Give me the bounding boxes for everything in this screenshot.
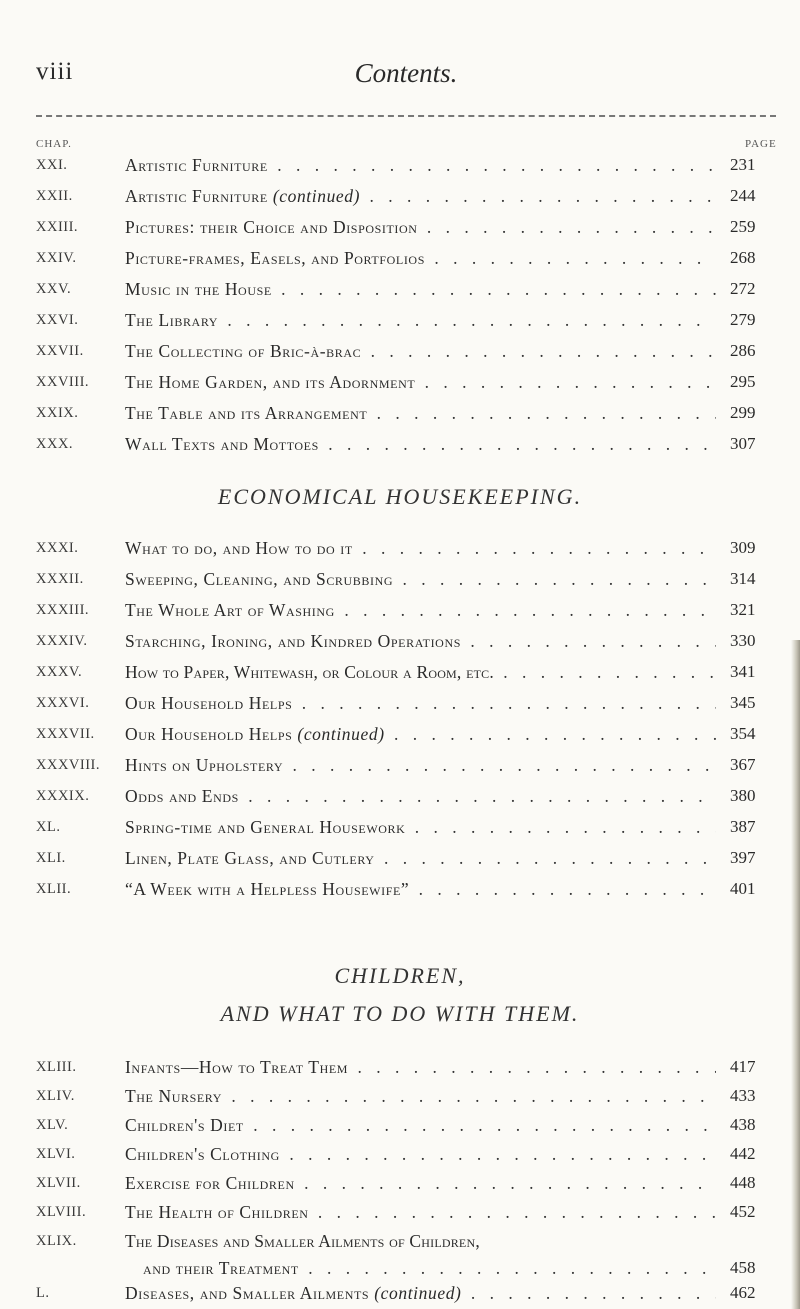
- chapter-title: Our Household Helps (continued) . . .: [125, 721, 716, 747]
- chapter-number: XLVII.: [36, 1175, 81, 1191]
- chapter-number: XXIV.: [36, 250, 77, 266]
- toc-entry: [36, 307, 776, 333]
- toc-entry: [36, 1141, 776, 1167]
- chapter-title: “A Week with a Helpless Housewife” . . .: [125, 876, 716, 902]
- chapter-number: XXXVII.: [36, 726, 95, 742]
- chapter-title: What to do, and How to do it . . .: [125, 535, 716, 561]
- chapter-number: XXXIX.: [36, 788, 90, 804]
- chapter-number: XXXV.: [36, 664, 83, 680]
- chapter-title: The Nursery . . .: [125, 1083, 716, 1109]
- toc-entry: [36, 245, 776, 271]
- toc-entry: [36, 1083, 776, 1109]
- folio-number: viii: [36, 58, 74, 85]
- page-number: 367: [730, 755, 756, 774]
- chapter-title: Our Household Helps . . .: [125, 690, 716, 716]
- page-number: 309: [730, 538, 756, 557]
- page-header: [36, 58, 776, 108]
- chapter-title: Linen, Plate Glass, and Cutlery . . .: [125, 845, 716, 871]
- toc-entry: [36, 628, 776, 654]
- toc-entry: [36, 1170, 776, 1196]
- toc-entry: [36, 400, 776, 426]
- chapter-title: Odds and Ends . . .: [125, 783, 716, 809]
- chapter-number: XXXI.: [36, 540, 79, 556]
- header-rule: [36, 115, 776, 117]
- toc-entry-continuation: [36, 1255, 776, 1281]
- page-number: 268: [730, 248, 756, 267]
- page-number: 341: [730, 662, 756, 681]
- chapter-title: Artistic Furniture . . .: [125, 152, 716, 178]
- chapter-number: XXXII.: [36, 571, 84, 587]
- section-subheading: AND WHAT TO DO WITH THEM.: [220, 1001, 580, 1026]
- chapter-number: XXIX.: [36, 405, 79, 421]
- page-edge-shadow: [791, 640, 800, 1309]
- toc-entry: [36, 845, 776, 871]
- toc-entry: [36, 183, 776, 209]
- page-number: 387: [730, 817, 756, 836]
- toc-entry: [36, 876, 776, 902]
- chapter-title: The Home Garden, and its Adornment . . .: [125, 369, 716, 395]
- chapter-number: XXI.: [36, 157, 68, 173]
- chapter-title: The Health of Children . . .: [125, 1199, 716, 1225]
- chapter-number: XXXIII.: [36, 602, 90, 618]
- running-title: Contents.: [354, 58, 458, 88]
- chapter-title: Spring-time and General Housework . . .: [125, 814, 716, 840]
- chapter-number: XXVIII.: [36, 374, 90, 390]
- page-number: 417: [730, 1057, 756, 1076]
- page-number: 380: [730, 786, 756, 805]
- page-number: 401: [730, 879, 756, 898]
- page-number: 442: [730, 1144, 756, 1163]
- chapter-title: The Library . . .: [125, 307, 716, 333]
- toc-entry: [36, 1199, 776, 1225]
- chapter-number: XXX.: [36, 436, 74, 452]
- toc-entry: [36, 431, 776, 457]
- chapter-title: Children's Clothing . . .: [125, 1141, 716, 1167]
- chapter-title: Diseases, and Smaller Ailments (continued) . . .: [125, 1280, 716, 1306]
- page-number: 330: [730, 631, 756, 650]
- page-number: 354: [730, 724, 756, 743]
- page-number: 259: [730, 217, 756, 236]
- toc-entry: [36, 1228, 776, 1254]
- toc-entry: [36, 276, 776, 302]
- chapter-title: Exercise for Children . . .: [125, 1170, 716, 1196]
- page-number: 314: [730, 569, 756, 588]
- page-number: 462: [730, 1283, 756, 1302]
- chapter-number: L.: [36, 1285, 50, 1301]
- toc-entry: [36, 597, 776, 623]
- chapter-number: XLVIII.: [36, 1204, 87, 1220]
- page-number: 321: [730, 600, 756, 619]
- toc-entry: [36, 535, 776, 561]
- toc-entry: [36, 659, 776, 685]
- toc-entry: [36, 369, 776, 395]
- chapter-number: XLIX.: [36, 1233, 77, 1249]
- chapter-number: XXXVI.: [36, 695, 90, 711]
- continued-note: (continued): [297, 724, 385, 744]
- chapter-number: XLI.: [36, 850, 66, 866]
- toc-entry: [36, 1112, 776, 1138]
- page-number: 452: [730, 1202, 756, 1221]
- continued-note: (continued): [272, 186, 361, 206]
- page-number: 433: [730, 1086, 756, 1105]
- toc-entry: [36, 721, 776, 747]
- chapter-number: XLIII.: [36, 1059, 77, 1075]
- chapter-title: Wall Texts and Mottoes . . .: [125, 431, 716, 457]
- page-number: 295: [730, 372, 756, 391]
- chapter-number: XLIV.: [36, 1088, 75, 1104]
- chapter-number: XXXVIII.: [36, 757, 100, 773]
- chapter-title: How to Paper, Whitewash, or Colour a Room, etc. . . .: [125, 659, 716, 685]
- section-heading: CHILDREN,: [334, 963, 466, 988]
- chapter-number: XXII.: [36, 188, 73, 204]
- page-number: 231: [730, 155, 756, 174]
- page-number: 438: [730, 1115, 756, 1134]
- chapter-title: Starching, Ironing, and Kindred Operations . . .: [125, 628, 716, 654]
- page-number: 299: [730, 403, 756, 422]
- continued-note: (continued): [374, 1283, 462, 1303]
- chapter-title: Sweeping, Cleaning, and Scrubbing . . .: [125, 566, 716, 592]
- chapter-title: The Collecting of Bric-à-brac . . .: [125, 338, 716, 364]
- chapter-title: Picture-frames, Easels, and Portfolios . . .: [125, 245, 716, 271]
- chap-column-label: CHAP.: [36, 138, 72, 150]
- chapter-number: XXVII.: [36, 343, 84, 359]
- toc-entry: [36, 214, 776, 240]
- chapter-number: XL.: [36, 819, 61, 835]
- chapter-number: XXVI.: [36, 312, 79, 328]
- page-number: 272: [730, 279, 756, 298]
- chapter-title: Infants—How to Treat Them . . .: [125, 1054, 716, 1080]
- chapter-title: The Table and its Arrangement . . .: [125, 400, 716, 426]
- section-heading: ECONOMICAL HOUSEKEEPING.: [217, 484, 583, 509]
- toc-entry: [36, 566, 776, 592]
- chapter-title: Pictures: their Choice and Disposition . . .: [125, 214, 716, 240]
- chapter-number: XLV.: [36, 1117, 69, 1133]
- toc-entry: [36, 338, 776, 364]
- chapter-title: The Diseases and Smaller Ailments of Children,: [125, 1231, 480, 1251]
- chapter-title: Children's Diet . . .: [125, 1112, 716, 1138]
- page-number: 458: [730, 1258, 756, 1277]
- page-number: 397: [730, 848, 756, 867]
- chapter-number: XXV.: [36, 281, 72, 297]
- page-number: 345: [730, 693, 756, 712]
- page-number: 286: [730, 341, 756, 360]
- chapter-title: Hints on Upholstery . . .: [125, 752, 716, 778]
- chapter-title: The Whole Art of Washing . . .: [125, 597, 716, 623]
- toc-entry: [36, 1054, 776, 1080]
- chapter-title: Music in the House . . .: [125, 276, 716, 302]
- chapter-number: XXXIV.: [36, 633, 88, 649]
- toc-entry: [36, 814, 776, 840]
- toc-entry: [36, 690, 776, 716]
- chapter-title: and their Treatment . . .: [143, 1255, 716, 1281]
- chapter-number: XLII.: [36, 881, 72, 897]
- page-number: 307: [730, 434, 756, 453]
- toc-entry: [36, 752, 776, 778]
- toc-entry: [36, 783, 776, 809]
- page-number: 279: [730, 310, 756, 329]
- chapter-number: XLVI.: [36, 1146, 76, 1162]
- page-column-label: PAGE: [745, 138, 777, 150]
- chapter-number: XXIII.: [36, 219, 79, 235]
- toc-entry: [36, 152, 776, 178]
- page-number: 448: [730, 1173, 756, 1192]
- chapter-title: Artistic Furniture (continued) . . .: [125, 183, 716, 209]
- toc-entry: [36, 1280, 776, 1306]
- page-number: 244: [730, 186, 756, 205]
